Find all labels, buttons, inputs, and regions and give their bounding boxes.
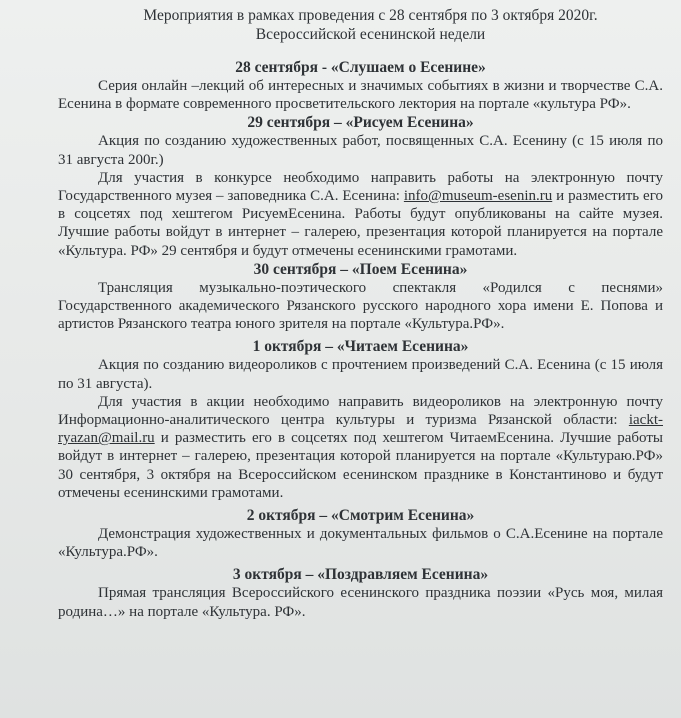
section-sep-30	[58, 260, 663, 334]
section-sep-28	[58, 58, 663, 113]
section-paragraph: Серия онлайн –лекций об интересных и значимых событиях в жизни и творчестве С.А. Есенина в формате современного просветительского лектория на портале «культура РФ».	[58, 78, 663, 113]
section-sep-29	[58, 113, 663, 259]
header-line-2: Всероссийской есенинской недели	[255, 26, 486, 43]
section-paragraph: Прямая трансляция Всероссийского есенинского праздника поэзии «Русь моя, милая родина…» на портале «Культура. РФ».	[58, 585, 663, 620]
section-title: 1 октября – «Читаем Есенина»	[252, 338, 469, 356]
section-title: 30 сентября – «Поем Есенина»	[253, 260, 468, 278]
section-paragraph: Акция по созданию видеороликов с прочтением произведений С.А. Есенина (с 15 июля по 31 августа).	[58, 357, 663, 392]
section-title: 29 сентября – «Рисуем Есенина»	[247, 114, 474, 132]
section-paragraph: Трансляция музыкально-поэтического спектакля «Родился с песнями» Государственного академического Рязанского русского народного хора имени Е. Попова и артистов Рязанского театра юного зрителя на портале «Культура.РФ».	[58, 279, 663, 333]
section-title: 2 октября – «Смотрим Есенина»	[246, 507, 475, 525]
header-line-1: Мероприятия в рамках проведения с 28 сентября по 3 октября 2020г.	[143, 7, 598, 24]
section-title: 3 октября – «Поздравляем Есенина»	[232, 566, 489, 584]
section-title: 28 сентября - «Слушаем о Есенине»	[235, 59, 486, 76]
section-paragraph: Демонстрация художественных и документальных фильмов о С.А.Есенине на портале «Культура.РФ».	[58, 526, 663, 561]
section-paragraph: Акция по созданию художественных работ, посвященных С.А. Есенину (с 15 июля по 31 августа 200г.)	[58, 133, 663, 168]
section-oct-1	[58, 337, 663, 502]
section-paragraph: Для участия в акции необходимо направить видеороликов на электронную почту Информационно-аналитического центра культуры и туризма Рязанской области: iackt-ryazan@mail.ru и разместить его в соцсетях под хештегом ЧитаемЕсенина. Лучшие работы войдут в интернет – галерею, презентация которой планируется на портале «Культураю.РФ» 30 сентября, 3 октября на Всероссийском есенинском празднике в Константиново и будут отмечены есенинскими грамотами.	[58, 393, 663, 501]
email-link[interactable]: info@museum-esenin.ru	[403, 188, 553, 205]
email-link[interactable]: iackt-ryazan@mail.ru	[58, 412, 663, 447]
document-header	[58, 6, 663, 44]
section-oct-3	[58, 565, 663, 620]
section-paragraph: Для участия в конкурсе необходимо направить работы на электронную почту Государственного музея – заповедника С.А. Есенина: info@museum-esenin.ru и разместить его в соцсетях под хештегом РисуемЕсенина. Работы будут опубликованы на сайте музея. Лучшие работы войдут в интернет – галерею, презентация которой планируется на портале «Культура. РФ» 29 сентября и будут отмечены есенинскими грамотами.	[58, 169, 663, 259]
section-oct-2	[58, 506, 663, 561]
